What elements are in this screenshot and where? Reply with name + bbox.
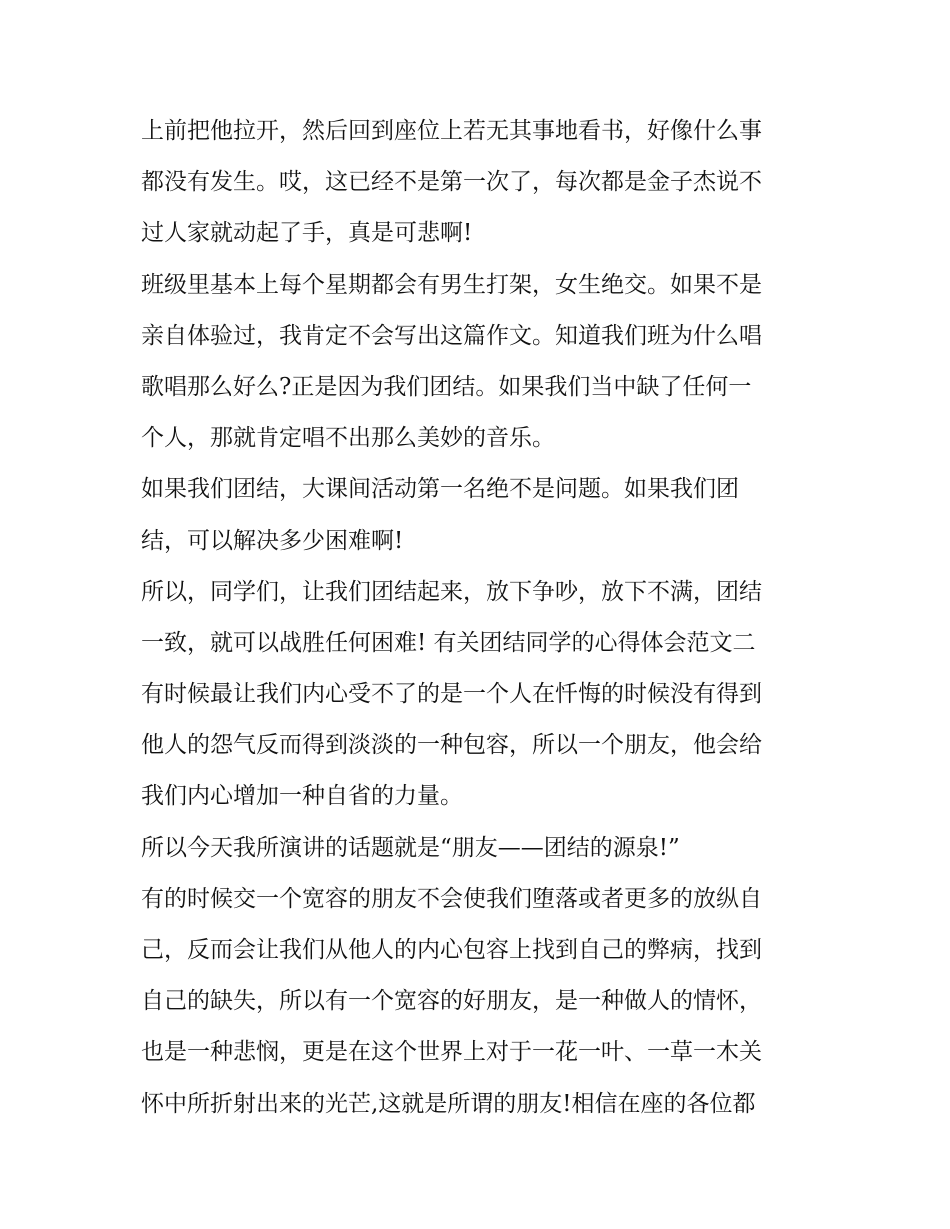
text-line: 歌唱那么好么?正是因为我们团结。如果我们当中缺了任何一 [141,373,752,400]
text-line: 过人家就动起了手，真是可悲啊! [141,220,473,247]
text-line: 如果我们团结，大课间活动第一名绝不是问题。如果我们团 [141,476,739,503]
text-line: 自己的缺失，所以有一个宽容的好朋友，是一种做人的情怀， [141,988,762,1015]
text-line: 己，反而会让我们从他人的内心包容上找到自己的弊病，找到 [141,937,762,963]
text-line: 我们内心增加一种自省的力量。 [141,783,463,810]
text-line: 上前把他拉开，然后回到座位上若无其事地看书，好像什么事 [141,118,762,144]
text-line: 班级里基本上每个星期都会有男生打架，女生绝交。如果不是 [141,271,762,298]
text-line: 所以今天我所演讲的话题就是“朋友——团结的源泉!” [141,834,680,861]
text-line: 都没有发生。哎，这已经不是第一次了，每次都是金子杰说不 [141,169,762,196]
text-line: 亲自体验过，我肯定不会写出这篇作文。知道我们班为什么唱 [141,322,762,349]
document-body [141,106,821,1130]
text-line: 一致，就可以战胜任何困难! 有关团结同学的心得体会范文二 [141,629,756,656]
text-line: 也是一种悲悯，更是在这个世界上对于一花一叶、一草一木关 [141,1039,762,1066]
text-line: 怀中所折射出来的光芒,这就是所谓的朋友!相信在座的各位都 [141,1090,756,1117]
text-line: 结，可以解决多少困难啊! [141,527,404,554]
text-line: 他人的怨气反而得到淡淡的一种包容，所以一个朋友，他会给 [141,732,762,759]
text-line: 有时候最让我们内心受不了的是一个人在忏悔的时候没有得到 [141,681,762,708]
text-line: 所以，同学们，让我们团结起来，放下争吵，放下不满，团结 [141,578,762,605]
text-line: 个人，那就肯定唱不出那么美妙的音乐。 [141,425,555,452]
text-line: 有的时候交一个宽容的朋友不会使我们堕落或者更多的放纵自 [141,885,762,912]
